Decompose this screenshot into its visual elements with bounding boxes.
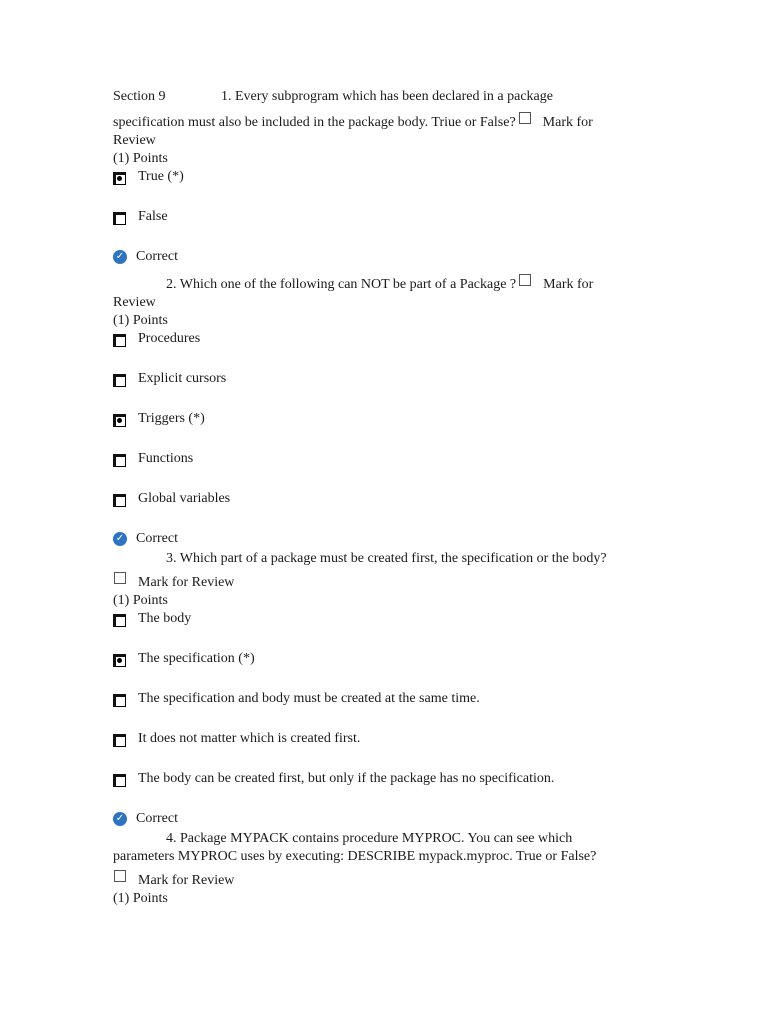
radio-icon[interactable] [113,614,126,627]
review-label-1: Review [113,133,156,148]
question-2-text: 2. Which one of the following can NOT be part of a Package ? [166,277,517,292]
correct-indicator-1 [113,248,653,268]
points-3: (1) Points [113,593,168,608]
option-label: Functions [138,451,194,466]
option-label: The specification (*) [138,651,255,666]
mark-for-label-2: Mark for [543,277,594,292]
question-4-text-line1: 4. Package MYPACK contains procedure MYPROC. You can see which [166,831,573,846]
question-2-option-4[interactable] [113,450,653,490]
correct-label: Correct [136,811,178,826]
question-2-header [113,274,653,294]
option-label: Explicit cursors [138,371,227,386]
radio-icon[interactable] [113,454,126,467]
radio-icon[interactable] [113,212,126,225]
question-1-text-line2-row [113,112,653,132]
option-label: It does not matter which is created first. [138,731,361,746]
question-4-text-line2: parameters MYPROC uses by executing: DESCRIBE mypack.myproc. True or False? [113,849,597,864]
question-2-option-5[interactable] [113,490,653,530]
radio-icon[interactable] [113,334,126,347]
mark-for-review-label-3: Mark for Review [138,575,235,590]
question-3-option-2[interactable] [113,650,653,690]
option-label: The body can be created first, but only if the package has no specification. [138,771,555,786]
option-label: Triggers (*) [138,411,205,426]
option-label: Procedures [138,331,201,346]
correct-indicator-2 [113,530,653,550]
section-label: Section 9 [113,89,166,104]
question-1-option-1[interactable] [113,168,653,208]
points-2: (1) Points [113,313,168,328]
question-4-header [113,830,653,848]
review-label-2: Review [113,295,156,310]
question-1-text-line1: 1. Every subprogram which has been declared in a package [221,89,553,104]
option-label: Global variables [138,491,231,506]
question-3-option-3[interactable] [113,690,653,730]
question-3-option-5[interactable] [113,770,653,810]
mark-for-review-row-3 [113,572,653,592]
mark-for-review-row-4 [113,870,653,890]
question-3-header [113,550,653,568]
question-1-option-2[interactable] [113,208,653,248]
check-circle-icon: ✓ [113,532,127,546]
mark-for-review-checkbox-4[interactable] [114,870,126,882]
radio-selected-icon[interactable] [113,172,126,185]
radio-selected-icon[interactable] [113,414,126,427]
option-label: The specification and body must be created at the same time. [138,691,480,706]
points-4: (1) Points [113,891,168,906]
question-2-option-3[interactable] [113,410,653,450]
mark-for-review-label-4: Mark for Review [138,873,235,888]
radio-icon[interactable] [113,494,126,507]
quiz-document [113,88,653,908]
radio-icon[interactable] [113,774,126,787]
option-label: False [138,209,168,224]
question-2-option-1[interactable] [113,330,653,370]
correct-label: Correct [136,249,178,264]
mark-for-review-checkbox-1[interactable] [519,112,531,124]
correct-indicator-3 [113,810,653,830]
radio-icon[interactable] [113,694,126,707]
option-label: True (*) [138,169,184,184]
check-circle-icon: ✓ [113,250,127,264]
mark-for-review-checkbox-2[interactable] [519,274,531,286]
mark-for-label-1: Mark for [542,115,593,130]
question-1-header [113,88,653,106]
question-3-option-4[interactable] [113,730,653,770]
radio-icon[interactable] [113,374,126,387]
points-1: (1) Points [113,151,168,166]
mark-for-review-checkbox-3[interactable] [114,572,126,584]
radio-icon[interactable] [113,734,126,747]
radio-selected-icon[interactable] [113,654,126,667]
question-3-text: 3. Which part of a package must be created first, the specification or the body? [166,551,607,566]
check-circle-icon: ✓ [113,812,127,826]
option-label: The body [138,611,192,626]
question-2-option-2[interactable] [113,370,653,410]
correct-label: Correct [136,531,178,546]
question-1-text-line2: specification must also be included in the package body. Triue or False? [113,115,516,130]
question-3-option-1[interactable] [113,610,653,650]
